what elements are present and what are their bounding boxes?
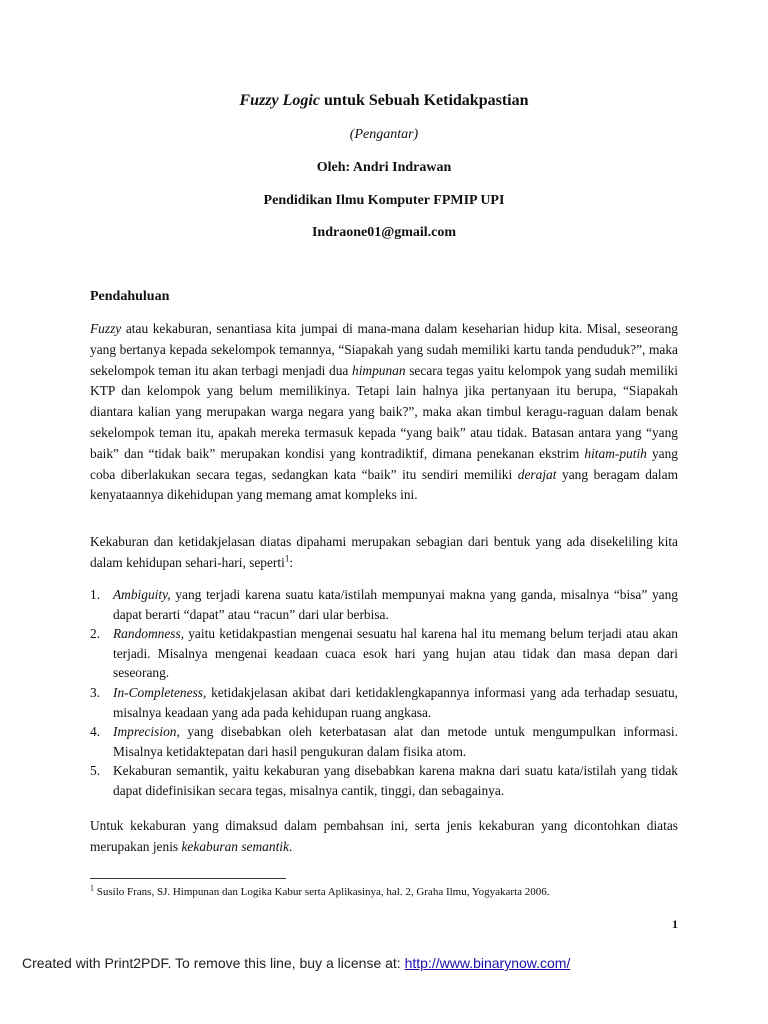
banner-text: Created with Print2PDF. To remove this line, buy a license at: [22, 955, 405, 971]
list-item [90, 683, 678, 722]
list-item [90, 585, 678, 624]
list-number: 4. [90, 724, 101, 740]
list-number: 1. [90, 587, 101, 602]
affiliation-line: Pendidikan Ilmu Komputer FPMIP UPI [263, 193, 505, 208]
term-derajat: derajat [517, 466, 557, 482]
footnote-number: 1 [90, 883, 94, 893]
list-text: yaitu ketidakpastian mengenai sesuatu hal karena hal itu memang belum terjadi atau akan terjadi. Misalnya mengenai keadaan cuaca esok hari yang hujan atau tidak dan masa depan dari seseorang. [113, 626, 678, 681]
list-text: ketidakjelasan akibat dari ketidaklengkapannya informasi yang ada terhadap sesuatu, misalnya keadaan yang ada pada kehidupan ruang angkasa. [113, 684, 678, 720]
list-term: Randomness, [113, 626, 185, 642]
paragraph-intro [90, 319, 678, 506]
footnote-ref[interactable]: 1 [284, 553, 290, 564]
paragraph-text: . [288, 838, 293, 854]
paragraph-text: Kekaburan dan ketidakjelasan diatas dipahami merupakan sebagian dari bentuk yang ada disekeliling kita dalam kehidupan sehari-hari, seperti [90, 534, 678, 570]
term-kekaburan-semantik: kekaburan semantik [181, 838, 289, 854]
kinds-of-vagueness-list [90, 585, 678, 801]
footnote-text: Susilo Frans, SJ. Himpunan dan Logika Kabur serta Aplikasinya, hal. 2, Graha Ilmu, Yogyakarta 2006. [94, 886, 550, 898]
list-term: Imprecision, [113, 724, 180, 740]
document-subtitle: (Pengantar) [349, 127, 419, 142]
list-number: 2. [90, 626, 101, 642]
title-rest: untuk Sebuah Ketidakpastian [319, 92, 529, 109]
footnote [90, 883, 550, 898]
term-fuzzy: Fuzzy [90, 321, 122, 336]
list-text: yang disebabkan oleh keterbatasan alat dan metode untuk mengumpulkan informasi. Misalnya ketidaktepatan dari hasil pengukuran dalam fisika atom. [113, 724, 678, 759]
list-text: Kekaburan semantik, yaitu kekaburan yang disebabkan karena makna dari suatu kata/istilah yang tidak dapat didefinisikan secara tegas, misalnya cantik, tinggi, dan sebagainya. [113, 763, 678, 798]
paragraph-text: atau kekaburan, senantiasa kita jumpai di mana-mana dalam keseharian hidup kita. Misal, seseorang yang bertanya kepada sekelompok temannya, “Siapakah yang sudah memiliki kartu tanda penduduk?”, maka sekelompok teman itu akan terbagi menjadi dua [90, 321, 678, 378]
page-number: 1 [672, 917, 678, 931]
paragraph-text: Untuk kekaburan yang dimaksud dalam pembahsan ini, serta jenis kekaburan yang dicontohkan diatas merupakan jenis [90, 818, 678, 854]
section-heading: Pendahuluan [90, 289, 170, 304]
term-hitam-putih: hitam-putih [584, 445, 647, 461]
print2pdf-banner [22, 955, 570, 971]
paragraph-text: yang beragam dalam kenyataannya dikehidupan yang memang amat kompleks ini. [90, 466, 679, 503]
list-text: yang terjadi karena suatu kata/istilah mempunyai makna yang ganda, misalnya “bisa” yang dapat berarti “dapat” atau “racun” dari ular berbisa. [113, 587, 678, 622]
paragraph-conclusion [90, 816, 678, 858]
list-item [90, 624, 678, 683]
author-line: Oleh: Andri Indrawan [316, 160, 452, 175]
footnote-divider [90, 878, 286, 879]
list-number: 5. [90, 763, 101, 779]
banner-link[interactable]: http://www.binarynow.com/ [404, 955, 571, 971]
list-term: In-Completeness, [113, 684, 207, 700]
term-himpunan: himpunan [352, 362, 406, 378]
author-email: Indraone01@gmail.com [311, 225, 457, 240]
title-italic-part: Fuzzy Logic [239, 92, 320, 109]
paragraph-text: yang coba diberlakukan secara tegas, sedangkan kata “baik” itu sendiri memiliki [90, 445, 678, 482]
paragraph-text: : [289, 554, 294, 570]
paragraph-text: secara tegas yaitu kelompok yang sudah memiliki KTP dan kelompok yang belum memilikinya. Tetapi lain halnya jika pertanyaan itu berupa, “Siapakah diantara kalian yang merupakan warga negara yang baik?”, maka akan timbul keragu-raguan dalam benak sekelompok teman itu, apakah mereka termasuk kepada “yang baik” atau tidak. Batasan antara yang “yang baik” dan “tidak baik” merupakan kondisi yang kontradiktif, dimana penekanan ekstrim [90, 362, 678, 461]
list-item [90, 722, 678, 761]
list-item [90, 761, 678, 800]
paragraph-examples-intro [90, 532, 678, 574]
list-number: 3. [90, 684, 101, 700]
list-term: Ambiguity, [113, 587, 171, 602]
document-title [0, 92, 768, 110]
